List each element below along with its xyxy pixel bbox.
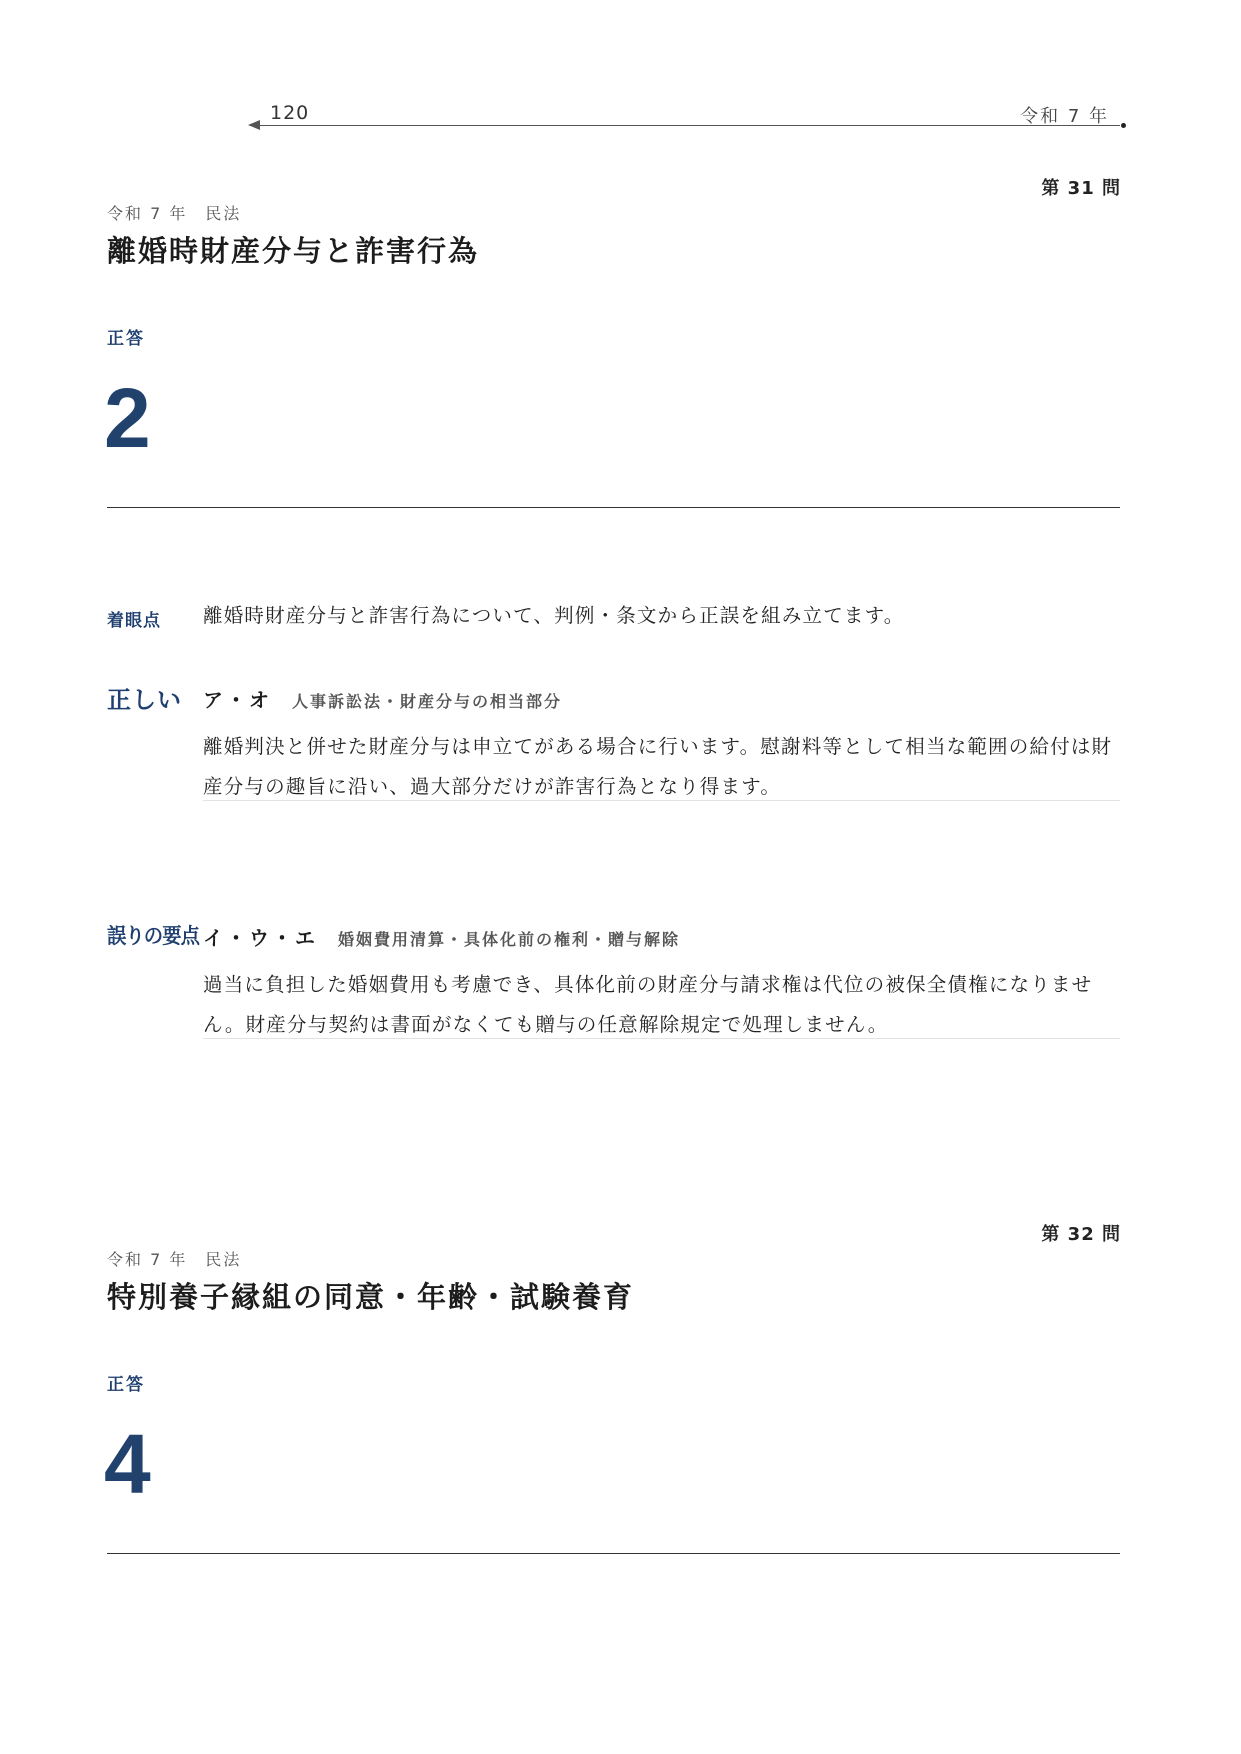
- question-number: 第 31 問: [1041, 178, 1121, 199]
- answer-value: 4: [104, 1417, 151, 1511]
- question-subject: 令和 7 年 民法: [107, 1250, 242, 1269]
- answer-label: 正答: [107, 1375, 145, 1395]
- incorrect-choices: イ・ウ・エ: [203, 926, 318, 950]
- focus-text: 離婚時財産分与と詐害行為について、判例・条文から正誤を組み立てます。: [203, 604, 905, 627]
- question-number: 第 32 問: [1041, 1224, 1121, 1245]
- answer-label: 正答: [107, 329, 145, 349]
- header-era: 令和 7 年: [1020, 106, 1109, 127]
- focus-label: 着眼点: [107, 611, 161, 631]
- section-divider: [107, 507, 1120, 508]
- header-rule: [250, 125, 1120, 126]
- question-subject: 令和 7 年 民法: [107, 204, 242, 223]
- incorrect-choices-line: [203, 922, 680, 951]
- incorrect-explanation: 過当に負担した婚姻費用も考慮でき、具体化前の財産分与請求権は代位の被保全債権になりません。財産分与契約は書面がなくても贈与の任意解除規定で処理しません。: [203, 973, 1093, 1036]
- header-dot-icon: [1121, 123, 1126, 128]
- incorrect-label: 誤りの要点: [107, 924, 199, 948]
- incorrect-topic: 婚姻費用清算・具体化前の権利・贈与解除: [337, 930, 680, 949]
- correct-explanation: 離婚判決と併せた財産分与は申立てがある場合に行います。慰謝料等として相当な範囲の給付は財産分与の趣旨に沿い、過大部分だけが詐害行為となり得ます。: [203, 735, 1113, 798]
- correct-topic: 人事訴訟法・財産分与の相当部分: [291, 692, 562, 711]
- page-number: 120: [270, 102, 310, 124]
- correct-choices-line: [203, 684, 562, 713]
- explanation-underline: [203, 1038, 1120, 1039]
- answer-value: 2: [104, 371, 151, 465]
- correct-label: 正しい: [107, 686, 182, 714]
- question-title: 離婚時財産分与と詐害行為: [107, 234, 480, 268]
- section-divider: [107, 1553, 1120, 1554]
- question-title: 特別養子縁組の同意・年齢・試験養育: [107, 1280, 635, 1314]
- explanation-underline: [203, 800, 1120, 801]
- correct-choices: ア・オ: [203, 688, 272, 712]
